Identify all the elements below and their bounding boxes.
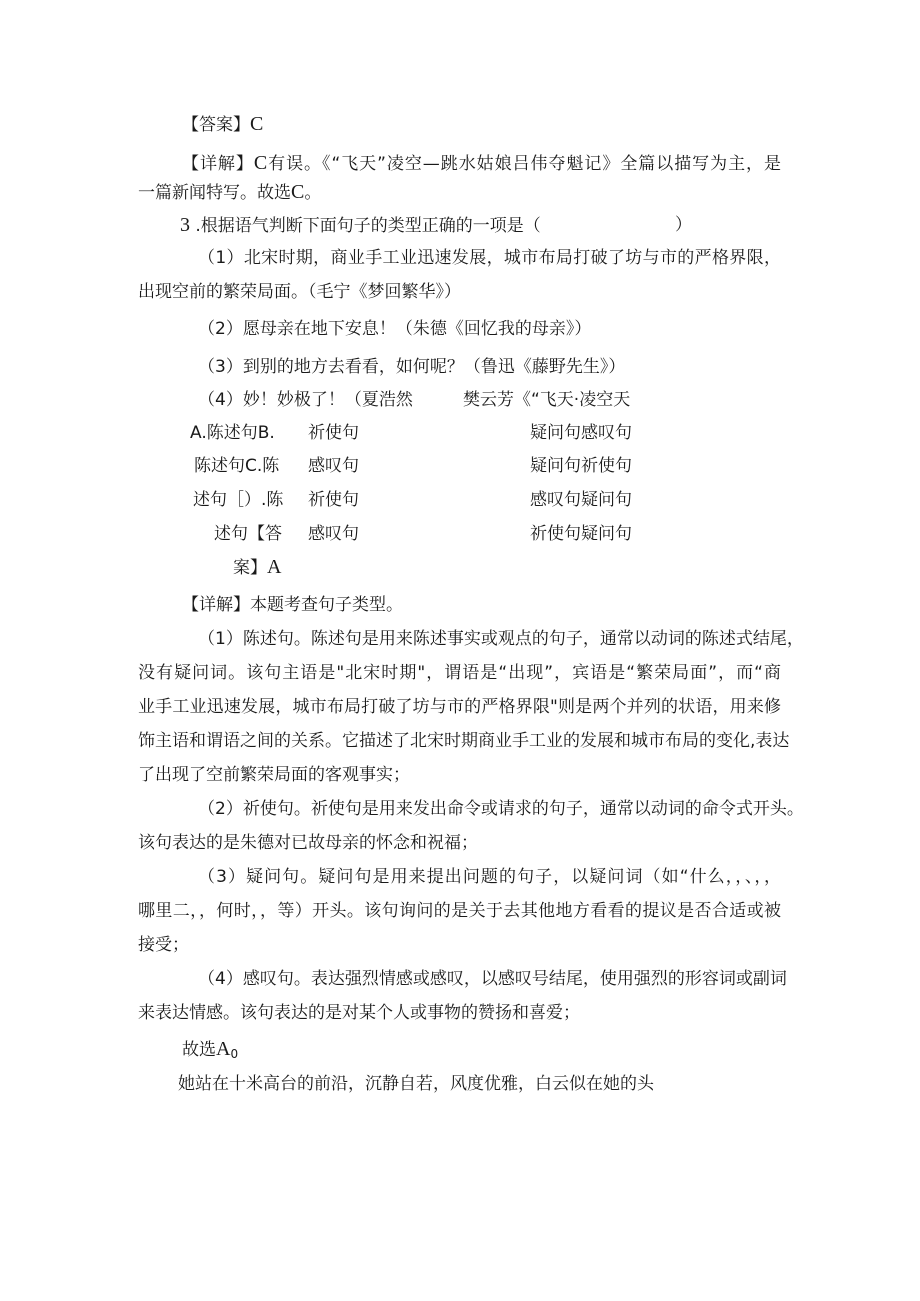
explain-4-line2: 来表达情感。该句表达的是对某个人或事物的赞扬和喜爱； (138, 1003, 580, 1023)
option-row-1-col1: A.陈述句B. (190, 423, 275, 443)
sentence-4a: （4）妙！妙极了！（夏浩然 (198, 390, 413, 410)
q2-answer (182, 113, 263, 136)
detail-end: 。 (304, 183, 322, 203)
option-row-3-col2: 祈使句 (308, 490, 359, 510)
q3-stem (180, 214, 541, 237)
question-stem: .根据语气判断下面句子的类型正确的一项是（ (195, 216, 541, 236)
sentence-4b: 樊云芳《“飞天·凌空天 (463, 390, 631, 410)
option-row-4-col3: 祈使句疑问句 (530, 524, 632, 544)
explain-1-line5: 了出现了空前繁荣局面的客观事实； (138, 765, 410, 785)
explain-2-line2: 该句表达的是朱德对已故母亲的怀念和祝福； (138, 833, 478, 853)
option-row-4-col2: 感叹句 (308, 524, 359, 544)
sentence-2: （2）愿母亲在地下安息！（朱德《回忆我的母亲》） (198, 319, 592, 339)
option-row-2-col3: 疑问句祈使句 (530, 456, 632, 476)
answer-letter: C (250, 113, 264, 135)
final-letter: A (216, 1038, 231, 1060)
explain-3-line1: （3）疑问句。疑问句是用来提出问题的句子，以疑问词（如“什么，，、，， (198, 867, 781, 887)
detail-letter-2: C (291, 181, 305, 203)
sentence-1-line2: 出现空前的繁荣局面。（毛宁《梦回繁华》） (138, 282, 461, 302)
option-row-3-col1: 述句［）.陈 (193, 490, 284, 510)
detail-label: 【详解】 (182, 154, 254, 174)
detail-text-2: 一篇新闻特写。故选 (138, 183, 291, 203)
sentence-1-line1: （1）北宋时期，商业手工业迅速发展，城市布局打破了坊与市的严格界限， (198, 248, 781, 268)
answer-prefix: 案】 (233, 558, 267, 578)
detail-text: 有误。《“飞天”凌空—跳水姑娘吕伟夺魁记》全篇以描写为主，是 (267, 154, 781, 174)
q3-stem-close: ） (675, 215, 692, 235)
sentence-3: （3）到别的地方去看看，如何呢？（鲁迅《藤野先生》） (198, 357, 626, 377)
explain-3-line3: 接受； (138, 935, 189, 955)
detail-letter: C (253, 152, 268, 174)
final-answer (182, 1038, 238, 1065)
explain-2-line1: （2）祈使句。祈使句是用来发出命令或请求的句子，通常以动词的命令式开头。 (198, 799, 804, 819)
question-number: 3 (180, 214, 190, 236)
option-row-2-col2: 感叹句 (308, 456, 359, 476)
explain-1-line4: 饰主语和谓语之间的关系。它描述了北宋时期商业手工业的发展和城市布局的变化,表达 (138, 731, 790, 751)
q2-detail-line2 (138, 181, 321, 204)
option-row-3-col3: 感叹句疑问句 (530, 490, 632, 510)
final-text: 故选 (182, 1040, 216, 1060)
explain-4-line1: （4）感叹句。表达强烈情感或感叹，以感叹号结尾，使用强烈的形容词或副词 (198, 969, 787, 989)
explain-1-line3: 业手工业迅速发展，城市布局打破了坊与市的严格界限"则是两个并列的状语，用来修 (138, 697, 781, 717)
final-subscript: 0 (230, 1047, 239, 1061)
option-row-1-col2: 祈使句 (308, 423, 359, 443)
explain-1-line1: （1）陈述句。陈述句是用来陈述事实或观点的句子，通常以动词的陈述式结尾， (198, 629, 804, 649)
answer-label: 【答案】 (182, 115, 250, 135)
q2-detail-line1 (182, 152, 781, 175)
option-row-1-col3: 疑问句感叹句 (530, 423, 632, 443)
option-row-4-col1: 述句【答 (214, 524, 282, 544)
next-passage-line: 她站在十米高台的前沿，沉静自若，风度优雅，白云似在她的头 (178, 1074, 654, 1094)
q3-detail-title: 【详解】本题考查句子类型。 (182, 595, 403, 615)
q3-answer (233, 556, 281, 579)
option-row-2-col1: 陈述句C.陈 (194, 456, 280, 476)
answer-letter: A (267, 556, 282, 578)
explain-3-line2: 哪里二，，何时，，等）开头。该句询问的是关于去其他地方看看的提议是否合适或被 (138, 901, 781, 921)
explain-1-line2: 没有疑问词。该句主语是"北宋时期"，谓语是“出现”，宾语是“繁荣局面”，而“商 (138, 663, 781, 683)
